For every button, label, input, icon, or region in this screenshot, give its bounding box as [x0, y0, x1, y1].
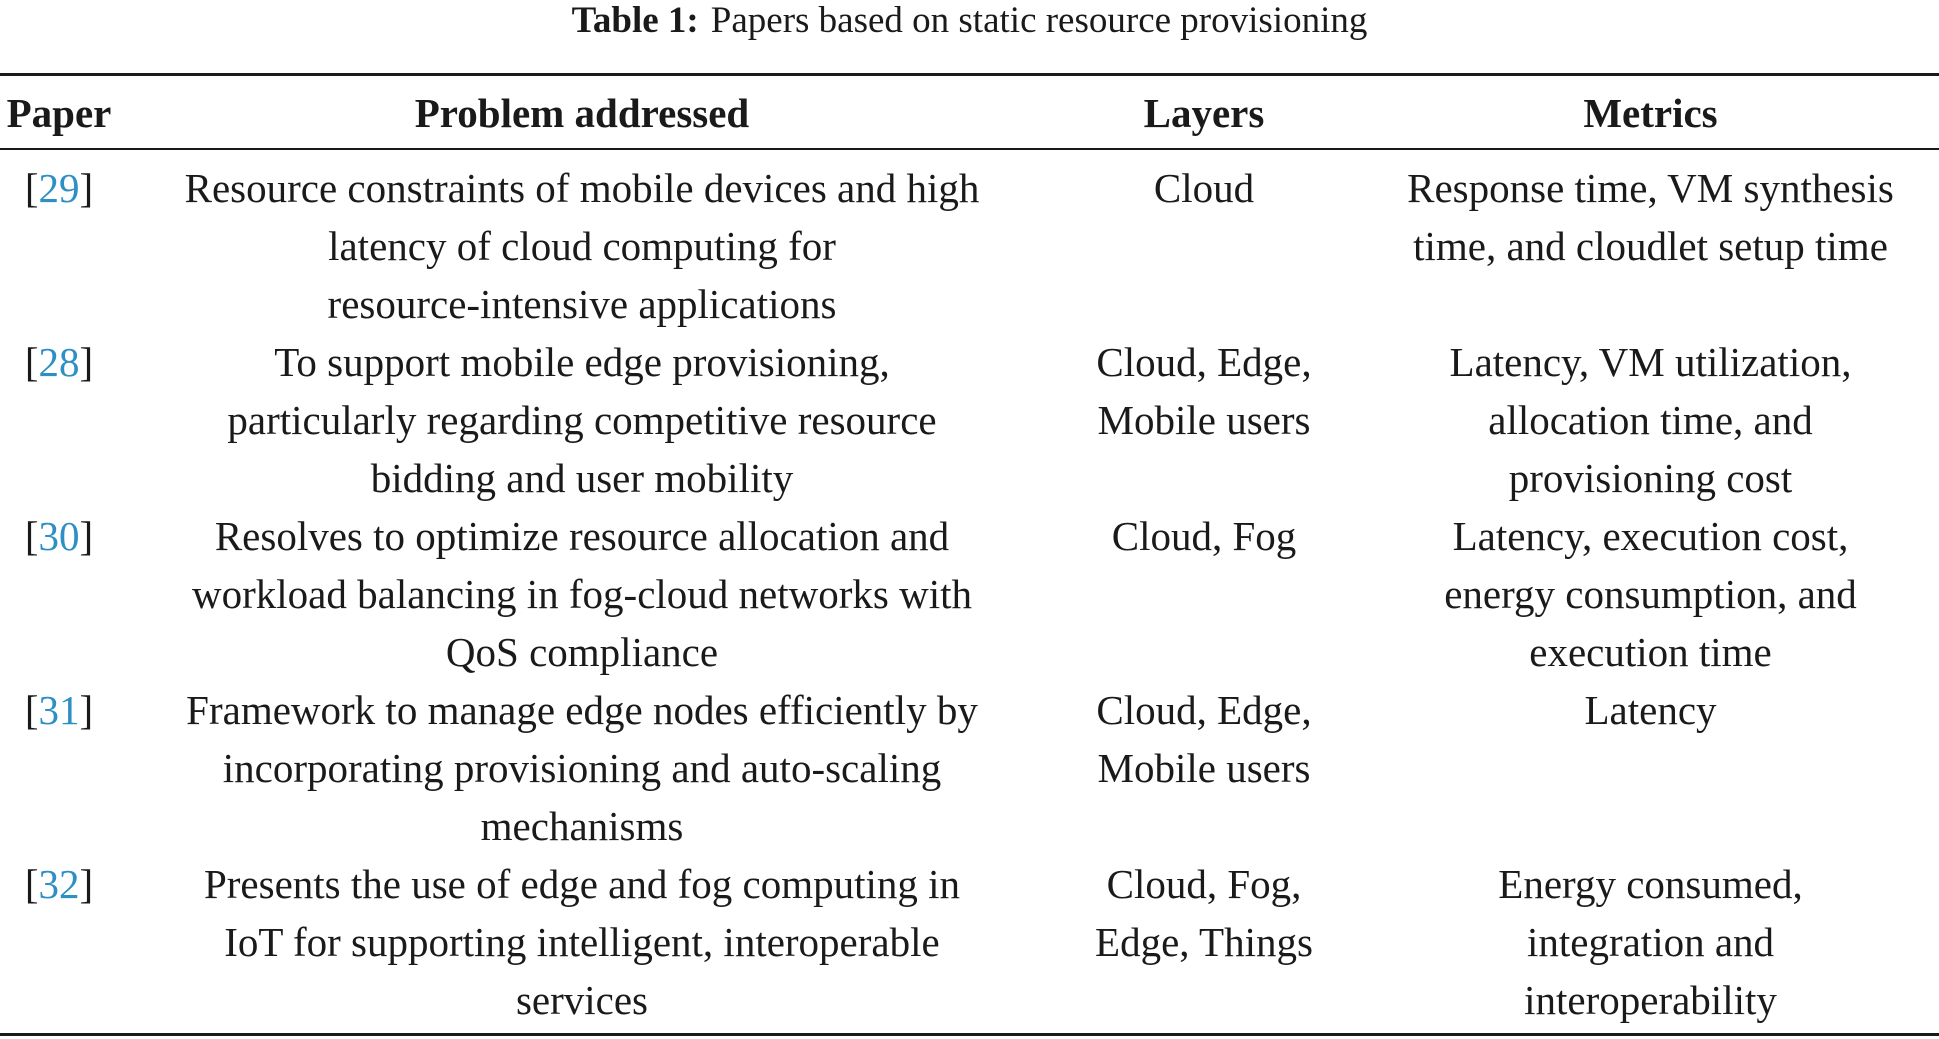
table-row-metrics-cell: Latency, VM utilization, allocation time, and provisioning cost — [1449, 339, 1852, 501]
table-row-problem-cell: Presents the use of edge and fog computing in IoT for supporting intelligent, interoperable services — [203, 861, 961, 1023]
table-row-paper-cell: [29] — [24, 165, 94, 211]
table-row-paper-cell: [28] — [24, 339, 94, 385]
reference-link[interactable]: 31 — [38, 687, 80, 733]
reference-link[interactable]: 28 — [38, 339, 80, 385]
table-row-layers-cell: Cloud, Fog — [1111, 513, 1297, 559]
table-row-layers-cell: Cloud, Fog, Edge, Things — [1095, 861, 1313, 965]
table-row-paper-cell: [32] — [24, 861, 94, 907]
table-row-metrics-cell: Energy consumed, integration and interoperability — [1498, 861, 1803, 1023]
column-header-metrics: Metrics — [1583, 90, 1718, 136]
table-bottom-rule — [0, 1033, 1939, 1036]
table-row-paper-cell: [30] — [24, 513, 94, 559]
table-caption-text: Papers based on static resource provisioning — [710, 0, 1368, 41]
table-top-rule — [0, 73, 1939, 76]
table-caption — [0, 0, 1939, 42]
table-row-layers-cell: Cloud, Edge, Mobile users — [1096, 687, 1312, 791]
table-row-problem-cell: Framework to manage edge nodes efficiently by incorporating provisioning and auto-scaling mechanisms — [186, 687, 978, 849]
reference-link[interactable]: 32 — [38, 861, 80, 907]
reference-link[interactable]: 30 — [38, 513, 80, 559]
table-row-paper-cell: [31] — [24, 687, 94, 733]
table-row-problem-cell: Resolves to optimize resource allocation and workload balancing in fog-cloud networks with QoS compliance — [192, 513, 972, 675]
column-header-paper: Paper — [6, 90, 112, 136]
table-row-layers-cell: Cloud, Edge, Mobile users — [1096, 339, 1312, 443]
column-header-layers: Layers — [1143, 90, 1265, 136]
table-header-rule — [0, 148, 1939, 150]
column-header-problem: Problem addressed — [414, 90, 750, 136]
table-row-problem-cell: To support mobile edge provisioning, particularly regarding competitive resource bidding and user mobility — [227, 339, 937, 501]
table-row-problem-cell: Resource constraints of mobile devices and high latency of cloud computing for resource-intensive applications — [184, 165, 980, 327]
table-row-metrics-cell: Response time, VM synthesis time, and cloudlet setup time — [1407, 165, 1894, 269]
table-row-layers-cell: Cloud — [1153, 165, 1255, 211]
reference-link[interactable]: 29 — [38, 165, 80, 211]
table-caption-label: Table 1: — [571, 0, 699, 41]
table-row-metrics-cell: Latency, execution cost, energy consumption, and execution time — [1444, 513, 1857, 675]
table-row-metrics-cell: Latency — [1584, 687, 1717, 733]
